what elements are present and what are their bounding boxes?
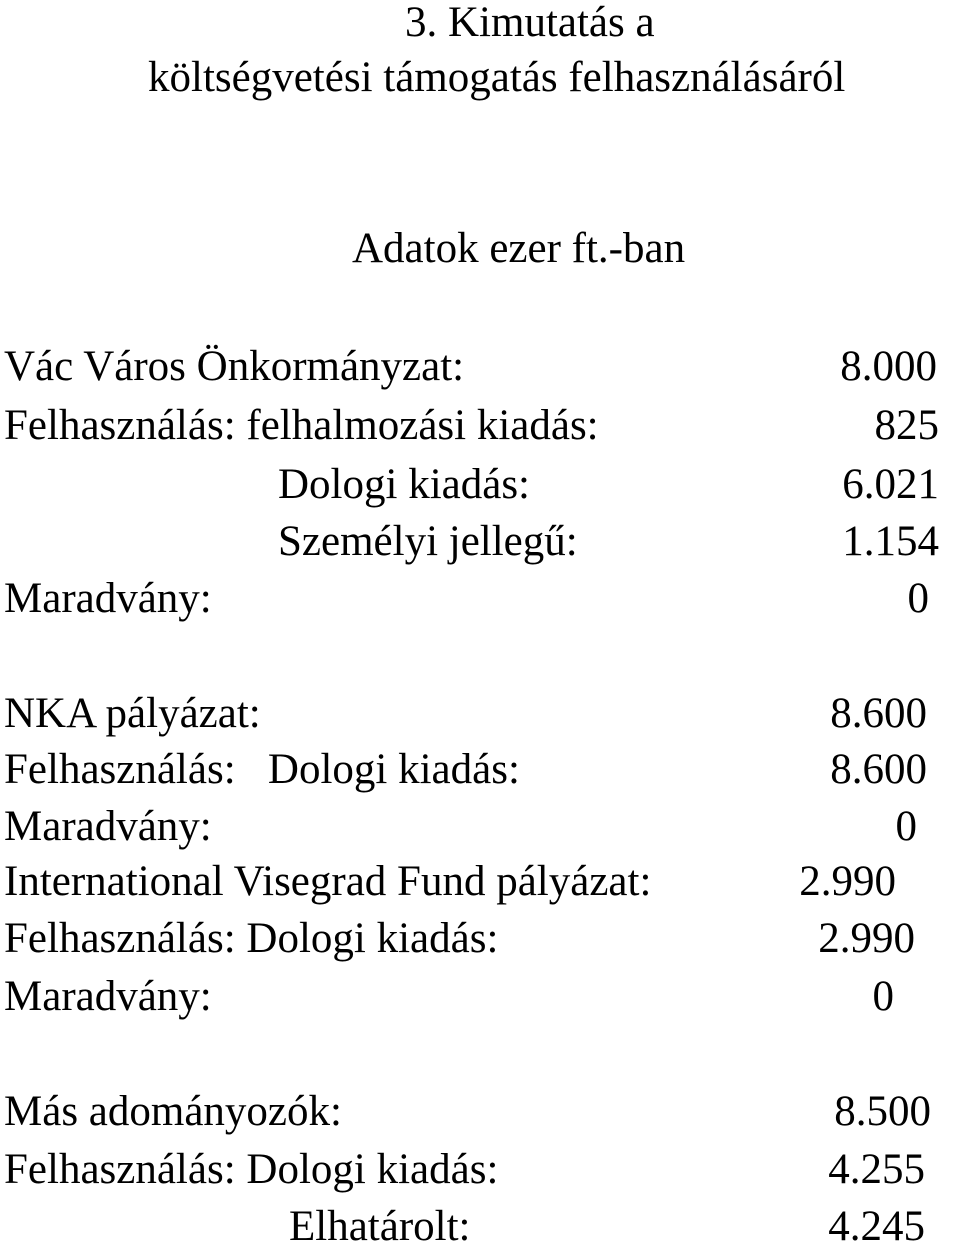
mas-label: Más adományozók:: [4, 1088, 342, 1135]
mas-usage-label: Felhasználás: Dologi kiadás:: [4, 1146, 499, 1193]
nka-value: 8.600: [830, 690, 927, 737]
ivf-usage-label: Felhasználás: Dologi kiadás:: [4, 915, 499, 962]
nka-remainder-label: Maradvány:: [4, 803, 212, 850]
mas-usage-value: 4.255: [828, 1146, 925, 1193]
nka-remainder-value: 0: [895, 803, 917, 850]
vac-szemelyi-label: Személyi jellegű:: [278, 518, 578, 565]
vac-dologi-label: Dologi kiadás:: [278, 461, 530, 508]
title-line-2: költségvetési támogatás felhasználásáról: [148, 54, 846, 101]
ivf-remainder-label: Maradvány:: [4, 973, 212, 1020]
vac-remainder-value: 0: [907, 575, 929, 622]
ivf-value: 2.990: [799, 858, 896, 905]
mas-elhatarolt-value: 4.245: [828, 1203, 925, 1250]
ivf-usage-value: 2.990: [818, 915, 915, 962]
vac-szemelyi-value: 1.154: [842, 518, 939, 565]
vac-remainder-label: Maradvány:: [4, 575, 212, 622]
nka-label: NKA pályázat:: [4, 690, 261, 737]
vac-label: Vác Város Önkormányzat:: [4, 343, 465, 390]
unit-note: Adatok ezer ft.-ban: [352, 225, 686, 272]
title-line-1: 3. Kimutatás a: [405, 0, 655, 46]
ivf-label: International Visegrad Fund pályázat:: [4, 858, 652, 905]
mas-value: 8.500: [834, 1088, 931, 1135]
mas-elhatarolt-label: Elhatárolt:: [289, 1203, 471, 1250]
vac-usage-label: Felhasználás: felhalmozási kiadás:: [4, 402, 599, 449]
vac-dologi-value: 6.021: [842, 461, 939, 508]
nka-usage-value: 8.600: [830, 746, 927, 793]
vac-value: 8.000: [840, 343, 937, 390]
vac-usage-value: 825: [874, 402, 939, 449]
nka-usage-label: Felhasználás: Dologi kiadás:: [4, 746, 520, 793]
ivf-remainder-value: 0: [872, 973, 894, 1020]
